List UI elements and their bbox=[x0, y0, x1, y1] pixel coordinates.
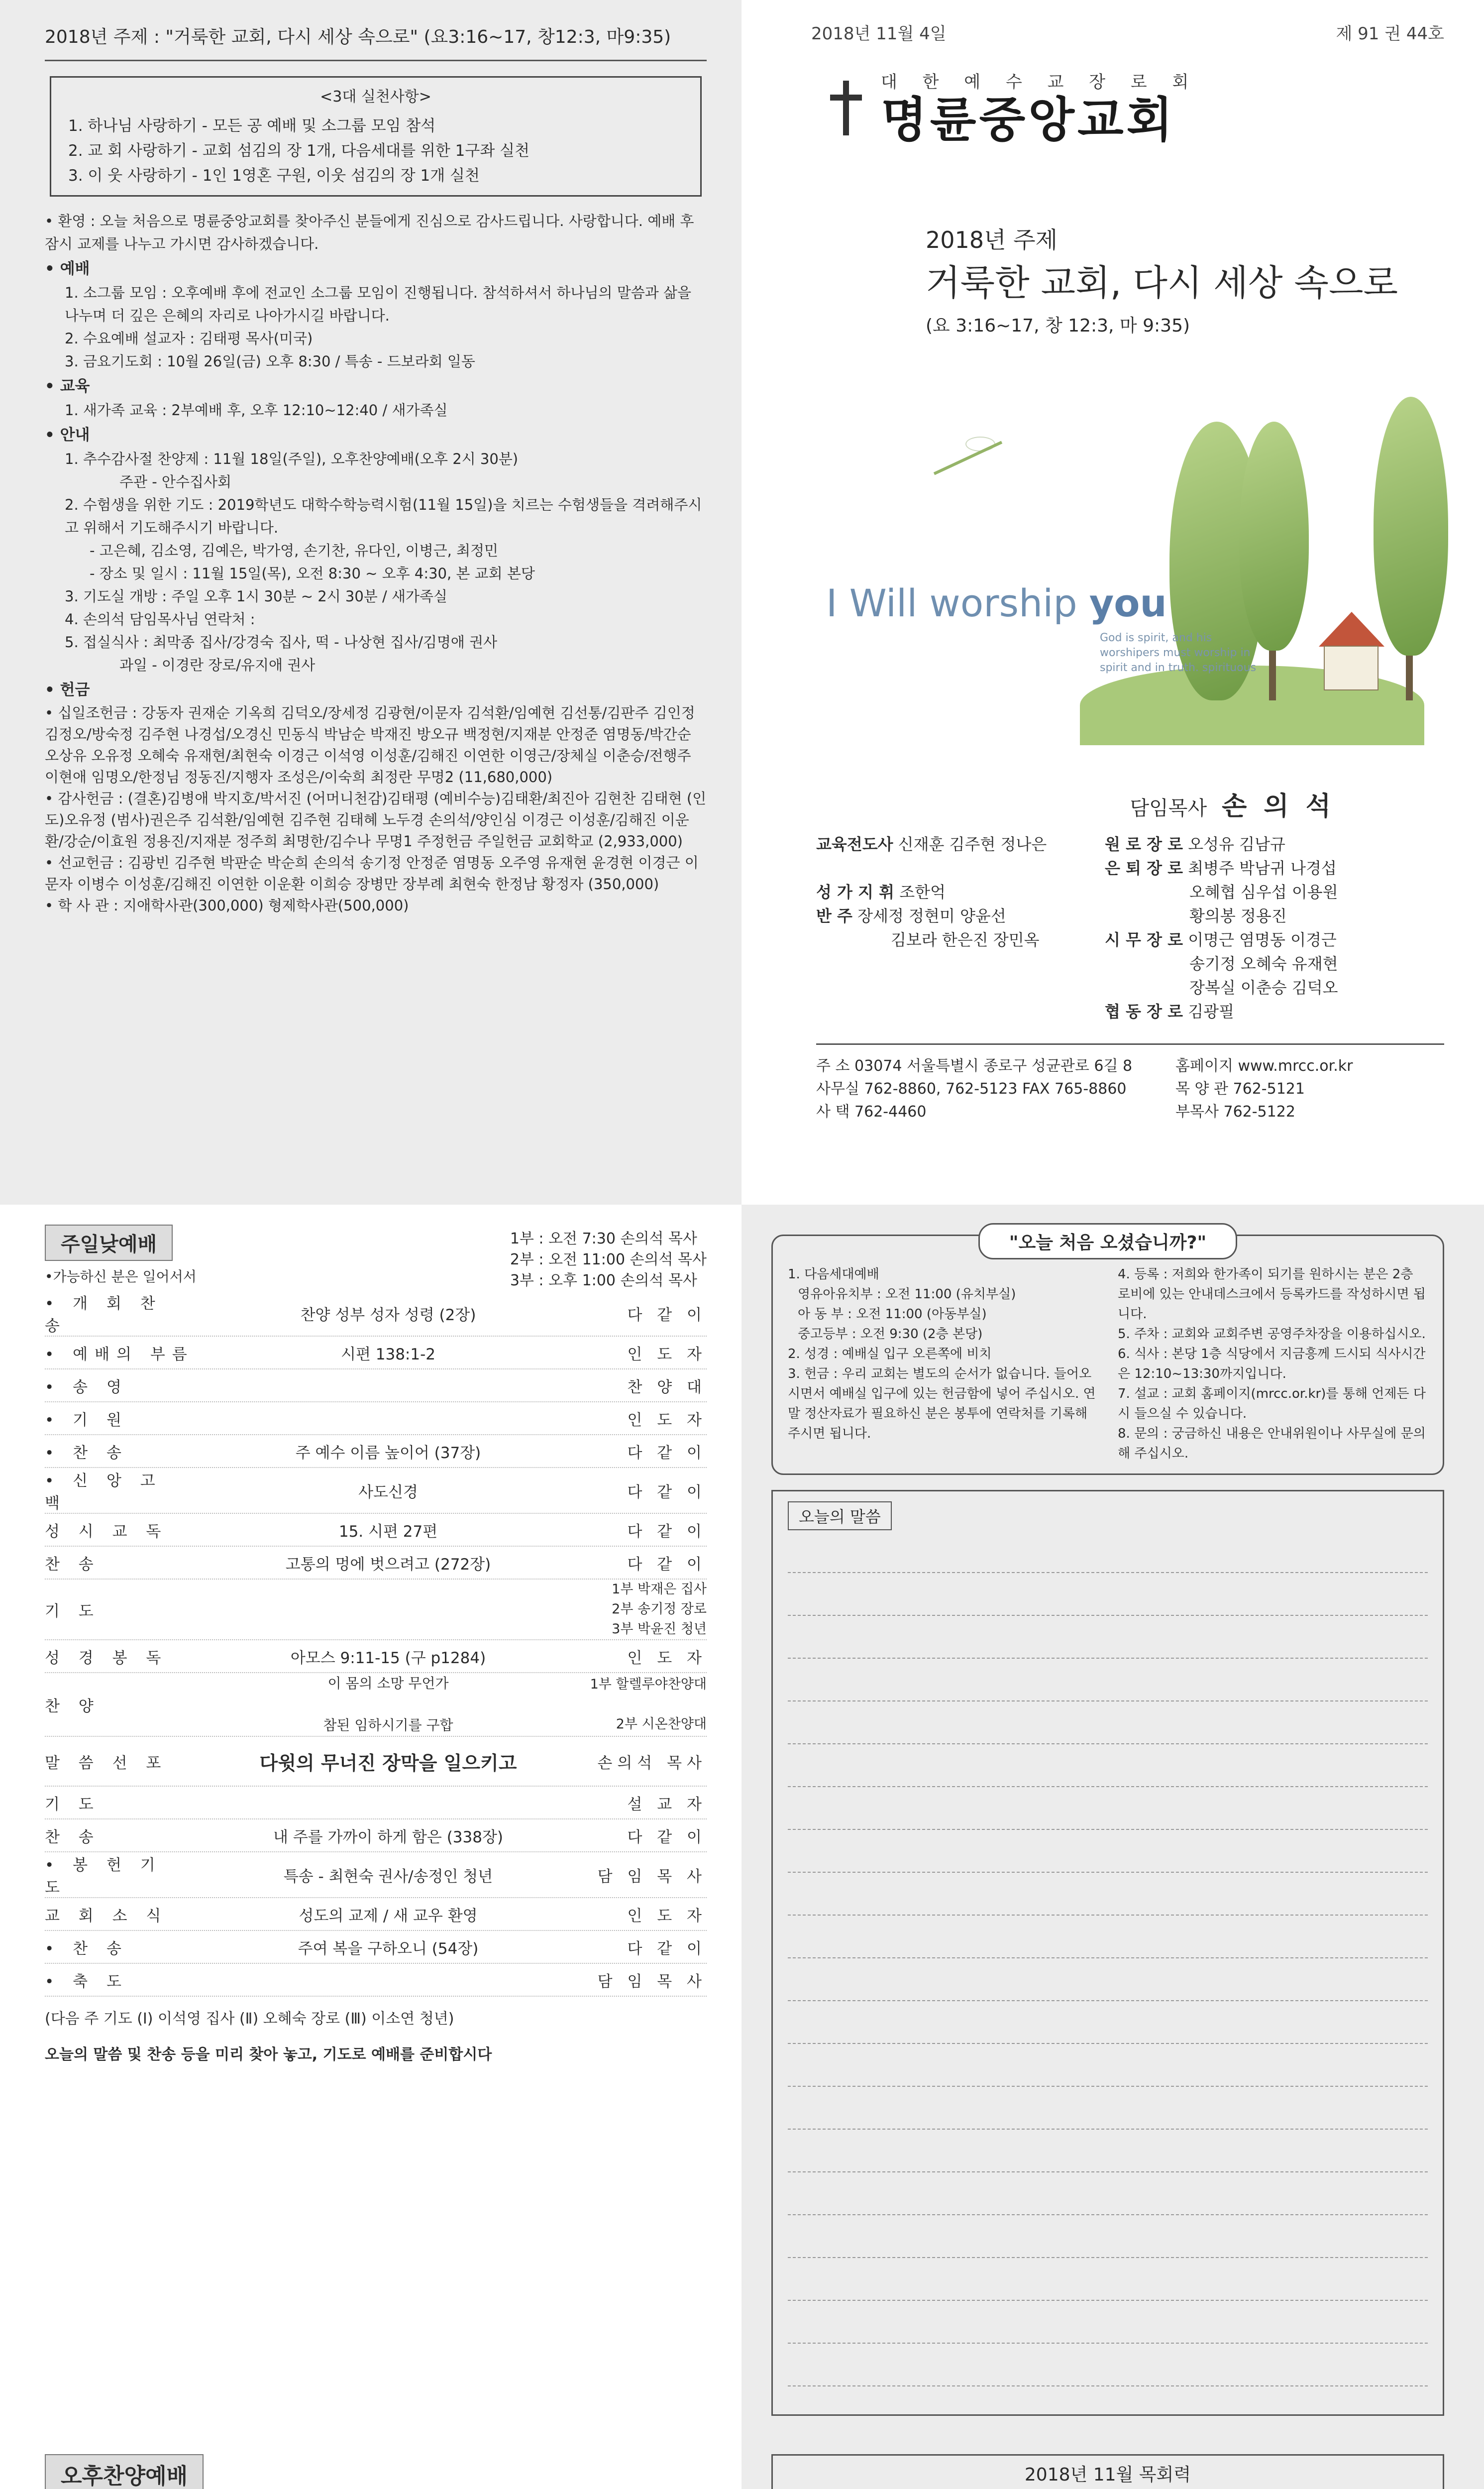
issue-date: 2018년 11월 4일 bbox=[811, 24, 947, 44]
dove-icon bbox=[965, 437, 995, 452]
note-lines bbox=[788, 1530, 1428, 2386]
note-line bbox=[788, 1530, 1428, 1573]
note-line bbox=[788, 1873, 1428, 1916]
note-line bbox=[788, 2344, 1428, 2386]
denomination: 대 한 예 수 교 장 로 회 bbox=[881, 72, 1199, 92]
practice-box bbox=[50, 76, 702, 197]
staff-list bbox=[816, 832, 1444, 1023]
weekday-services-panel bbox=[0, 2439, 742, 2489]
table-row: • 개 회 찬 송 찬양 성부 성자 성령 (2장) 다 같 이 bbox=[45, 1291, 707, 1337]
prepare-note: 오늘의 말씀 및 찬송 등을 미리 찾아 놓고, 기도로 예배를 준비합시다 bbox=[45, 2046, 492, 2063]
staff-right: 원 로 장 로 오성유 김남규 은 퇴 장 로 최병주 박남귀 나경섭 오혜협 심우섭 이용원 황의봉 정용진 시 무 장 로 이명근 염명동 이경근 송기정 오혜숙 유재현 장복실 이춘승 김덕오 협 동 장 로 김광필 bbox=[1105, 835, 1338, 1021]
church-contact: 주 소 03074 서울특별시 종로구 성균관로 6길 8 사무실 762-8860, 762-5123 FAX 765-8860 사 택 762-4460 홈페이지 www.mrcc.or.kr 목 양 관 762-5121 부목사 762-5122 bbox=[816, 1043, 1444, 1124]
first-visit-box bbox=[771, 1235, 1444, 1475]
tree-icon bbox=[1374, 397, 1448, 656]
note-line bbox=[788, 1573, 1428, 1616]
staff-left: 교육전도사 신재훈 김주현 정나은 성 가 지 휘 조한억 반 주 장세정 정현미 양윤선 김보라 한은진 장민옥 bbox=[816, 835, 1047, 949]
note-line bbox=[788, 1958, 1428, 2001]
table-row: 찬 송 내 주를 가까이 하게 함은 (338장) 다 같 이 bbox=[45, 1819, 707, 1852]
cover-illustration bbox=[771, 367, 1444, 775]
first-visit-title: "오늘 처음 오셨습니까?" bbox=[978, 1223, 1237, 1259]
table-row: 찬 송 고통의 멍에 벗으려고 (272장) 다 같 이 bbox=[45, 1547, 707, 1580]
offering-section: • 헌금 • 십일조헌금 : 강동자 권재순 기옥희 김덕오/장세정 김광현/이문자 김석환/임예현 김선통/김판주 김인정 김정오/방숙정 김주현 나경섭/오경신 민동식 박남순 박재진 방오규 백정현/지재분 안정준 염명동/박간순 오상유 오유정 오혜숙 유재현/최현숙 이경근 이석영 이성훈/김해진 이연한 이영근/장체실 이춘승/전행주 이현애 임명오/한정님 정동진/지행자 조성은/이숙희 최정란 무명2 (11,680,000) • 감사헌금 : (결혼)김병애 박지호/박서진 (어머니천감)김태평 (예비수능)김태환/최진아 김현찬 김태현 (인도)오유정 (범사)권은주 김석환/임예현 김주현 김태혜 노두경 손의석/양인심 이경근 이성훈/김해진 이운환/강순/이효원 정용진/지재분 정주희 최명한/김수나 무명1 주정헌금 주일헌금 교회학교 (2,933,000) • 선교헌금 : 김광빈 김주현 박판순 박순희 손의석 송기정 안정준 염명동 오주영 유재현 윤경현 이경근 이문자 이병수 이성훈/김해진 이연한 이운환 이희승 장병만 장부례 최현숙 한정남 황정자 (350,000) • 학 사 관 : 지애학사관(300,000) 형제학사관(500,000) bbox=[45, 681, 707, 914]
education-section: • 교육 1. 새가족 교육 : 2부예배 후, 오후 12:10~12:40 / 새가족실 bbox=[45, 377, 448, 419]
table-row: • 예배의 부름 시편 138:1-2 인 도 자 bbox=[45, 1337, 707, 1369]
afternoon-service-title: 오후찬양예배 bbox=[45, 2454, 204, 2489]
calendar-title: 2018년 11월 목회력 bbox=[788, 2461, 1428, 2489]
table-row: 찬 양 이 몸의 소망 무언가 참된 임하시기를 구합 1부 할렐루야찬양대 2부 시온찬양대 bbox=[45, 1673, 707, 1737]
cover-panel bbox=[742, 0, 1484, 1205]
tree-icon bbox=[1239, 422, 1309, 651]
practice-box-title: <3대 실천사항> bbox=[320, 88, 431, 106]
chapel-icon bbox=[1324, 646, 1378, 690]
practice-item: 1. 하나님 사랑하기 - 모든 공 예배 및 소그룹 모임 참석 bbox=[68, 117, 436, 135]
notice-section: • 안내 1. 추수감사절 찬양제 : 11월 18일(주일), 오후찬양예배(오후 2시 30분) 주관 - 안수집사회 2. 수험생을 위한 기도 : 2019학년도 대학수학능력시험(11월 15일)을 치르는 수험생들을 격려해주시고 위해서 기도해주시기 바랍니다. - 고은혜, 김소영, 김예은, 박가영, 손기찬, 유다인, 이병근, 최정민 - 장소 및 일시 : 11월 15일(목), 오전 8:30 ~ 오후 4:30, 본 교회 본당 3. 기도실 개방 : 주일 오후 1시 30분 ~ 2시 30분 / 새가족실 4. 손의석 담임목사님 연락처 : 5. 접실식사 : 최막종 집사/강경숙 집사, 떡 - 나상현 집사/김명애 권사 과일 - 이경란 장로/유지애 권사 bbox=[45, 426, 702, 674]
table-row: • 찬 송 주 예수 이름 높이어 (37장) 다 같 이 bbox=[45, 1435, 707, 1468]
table-row: 기 도 1부 박재은 집사 2부 송기정 장로 3부 박윤진 청년 bbox=[45, 1580, 707, 1640]
order-of-service bbox=[45, 1291, 707, 1997]
worship-section: • 예배 1. 소그룹 모임 : 오후예배 후에 전교인 소그룹 모임이 진행됩니다. 참석하셔서 하나님의 말씀과 삶을 나누며 더 깊은 은혜의 자리로 나아가시길 바랍니다. 2. 수요예배 설교자 : 김태평 목사(미국) 3. 금요기도회 : 10월 26일(금) 오후 8:30 / 특송 - 드보라회 일동 bbox=[45, 260, 692, 370]
practice-item: 3. 이 웃 사랑하기 - 1인 1영혼 구원, 이웃 섬김의 장 1개 실천 bbox=[68, 167, 480, 185]
table-row: • 찬 송 주여 복을 구하오니 (54장) 다 같 이 bbox=[45, 1931, 707, 1964]
visit-info-right: 4. 등록 : 저희와 한가족이 되기를 원하시는 분은 2층 로비에 있는 안내데스크에서 등록카드를 작성하시면 됩니다. 5. 주차 : 교회와 교회주변 공영주차장을 이용하십시오. 6. 식사 : 본당 1층 식당에서 지금흥께 드시되 식사시간은 12:10~13:30까지입니다. 7. 설교 : 교회 홈페이지(mrcc.or.kr)를 통해 언제든 다시 들으실 수 있습니다. 8. 문의 : 궁금하신 내용은 안내위원이나 사무실에 문의해 주십시오. bbox=[1118, 1267, 1426, 1461]
issue-info bbox=[771, 20, 1444, 53]
note-line bbox=[788, 2087, 1428, 2130]
church-name: 명륜중앙교회 bbox=[881, 92, 1176, 148]
note-line bbox=[788, 1744, 1428, 1787]
announcements-panel bbox=[0, 0, 742, 1205]
issue-volume: 제 91 권 44호 bbox=[1336, 24, 1444, 44]
worship-subtext: God is spirit, and his worshipers must worship in spirit and in truth. spirituous bbox=[1100, 632, 1257, 674]
standing-note: •가능하신 분은 일어서서 bbox=[45, 1268, 197, 1285]
note-line bbox=[788, 2301, 1428, 2344]
note-line bbox=[788, 1787, 1428, 1830]
note-line bbox=[788, 1616, 1428, 1659]
table-row: • 송 영 찬 양 대 bbox=[45, 1369, 707, 1402]
note-line bbox=[788, 1830, 1428, 1873]
next-week-prayer: (다음 주 기도 (Ⅰ) 이석영 집사 (Ⅱ) 오혜숙 장로 (Ⅲ) 이소연 청년) bbox=[45, 2010, 454, 2028]
note-line bbox=[788, 1916, 1428, 1958]
senior-pastor: 담임목사 손 의 석 bbox=[1130, 792, 1335, 821]
homepage-link[interactable]: 홈페이지 www.mrcc.or.kr bbox=[1175, 1057, 1353, 1075]
note-line bbox=[788, 2258, 1428, 2301]
welcome-text: • 환영 : 오늘 처음으로 명륜중앙교회를 찾아주신 분들에게 진심으로 감사드립니다. 사랑합니다. 예배 후 잠시 교제를 나누고 가시면 감사하겠습니다. bbox=[45, 213, 694, 252]
sermon-notes-title: 오늘의 말씀 bbox=[788, 1501, 892, 1530]
church-masthead bbox=[826, 68, 1444, 147]
visit-info-left: 1. 다음세대예배 영유아유치부 : 오전 11:00 (유치부실) 아 동 부 : 오전 11:00 (아동부실) 중고등부 : 오전 9:30 (2층 본당) 2. 성경 : 예배실 입구 오른쪽에 비치 3. 헌금 : 우리 교회는 별도의 순서가 없습니다. 들어오시면서 예배실 입구에 있는 헌금함에 넣어 주십시오. 연말 정산자료가 필요하신 분은 봉투에 연락처를 기록해 주시면 됩니다. bbox=[788, 1267, 1096, 1441]
note-line bbox=[788, 2172, 1428, 2215]
sunday-service-title: 주일낮예배 bbox=[45, 1225, 173, 1261]
note-line bbox=[788, 2215, 1428, 2258]
table-row: • 축 도 담 임 목 사 bbox=[45, 1964, 707, 1997]
table-row: • 신 앙 고 백 사도신경 다 같 이 bbox=[45, 1468, 707, 1514]
note-line bbox=[788, 1659, 1428, 1701]
sermon-notes-box bbox=[771, 1490, 1444, 2416]
table-row: 기 도 설 교 자 bbox=[45, 1787, 707, 1819]
theme-title: 거룩한 교회, 다시 세상 속으로 bbox=[926, 262, 1398, 304]
schedule-panel bbox=[742, 2439, 1484, 2489]
cross-icon bbox=[826, 81, 866, 135]
year-theme-header: 2018년 주제 : "거룩한 교회, 다시 세상 속으로" (요3:16~17, 창12:3, 마9:35) bbox=[45, 25, 707, 61]
table-row: 말 씀 선 포 다윗의 무너진 장막을 일으키고 손의석 목사 bbox=[45, 1737, 707, 1787]
table-row: • 봉 헌 기 도 특송 - 최현숙 권사/송정인 청년 담 임 목 사 bbox=[45, 1852, 707, 1898]
table-row: 교 회 소 식 성도의 교제 / 새 교우 환영 인 도 자 bbox=[45, 1898, 707, 1931]
sunday-service-panel bbox=[0, 1205, 742, 2439]
note-line bbox=[788, 1701, 1428, 1744]
practice-item: 2. 교 회 사랑하기 - 교회 섬김의 장 1개, 다음세대를 위한 1구좌 실천 bbox=[68, 142, 530, 160]
table-row: • 기 원 인 도 자 bbox=[45, 1402, 707, 1435]
table-row: 성 시 교 독 15. 시편 27편 다 같 이 bbox=[45, 1514, 707, 1547]
table-row: 성 경 봉 독 아모스 9:11-15 (구 p1284) 인 도 자 bbox=[45, 1640, 707, 1673]
note-line bbox=[788, 2130, 1428, 2172]
note-line bbox=[788, 2001, 1428, 2044]
pastoral-calendar bbox=[771, 2454, 1444, 2489]
service-times: 1부 : 오전 7:30 손의석 목사 2부 : 오전 11:00 손의석 목사 3부 : 오후 1:00 손의석 목사 bbox=[510, 1230, 707, 1289]
visitor-panel bbox=[742, 1205, 1484, 2439]
worship-slogan: I Will worship you bbox=[826, 581, 1167, 625]
note-line bbox=[788, 2044, 1428, 2087]
cover-theme: 2018년 주제 거룩한 교회, 다시 세상 속으로 (요 3:16~17, 창 12:3, 마 9:35) bbox=[926, 222, 1444, 337]
